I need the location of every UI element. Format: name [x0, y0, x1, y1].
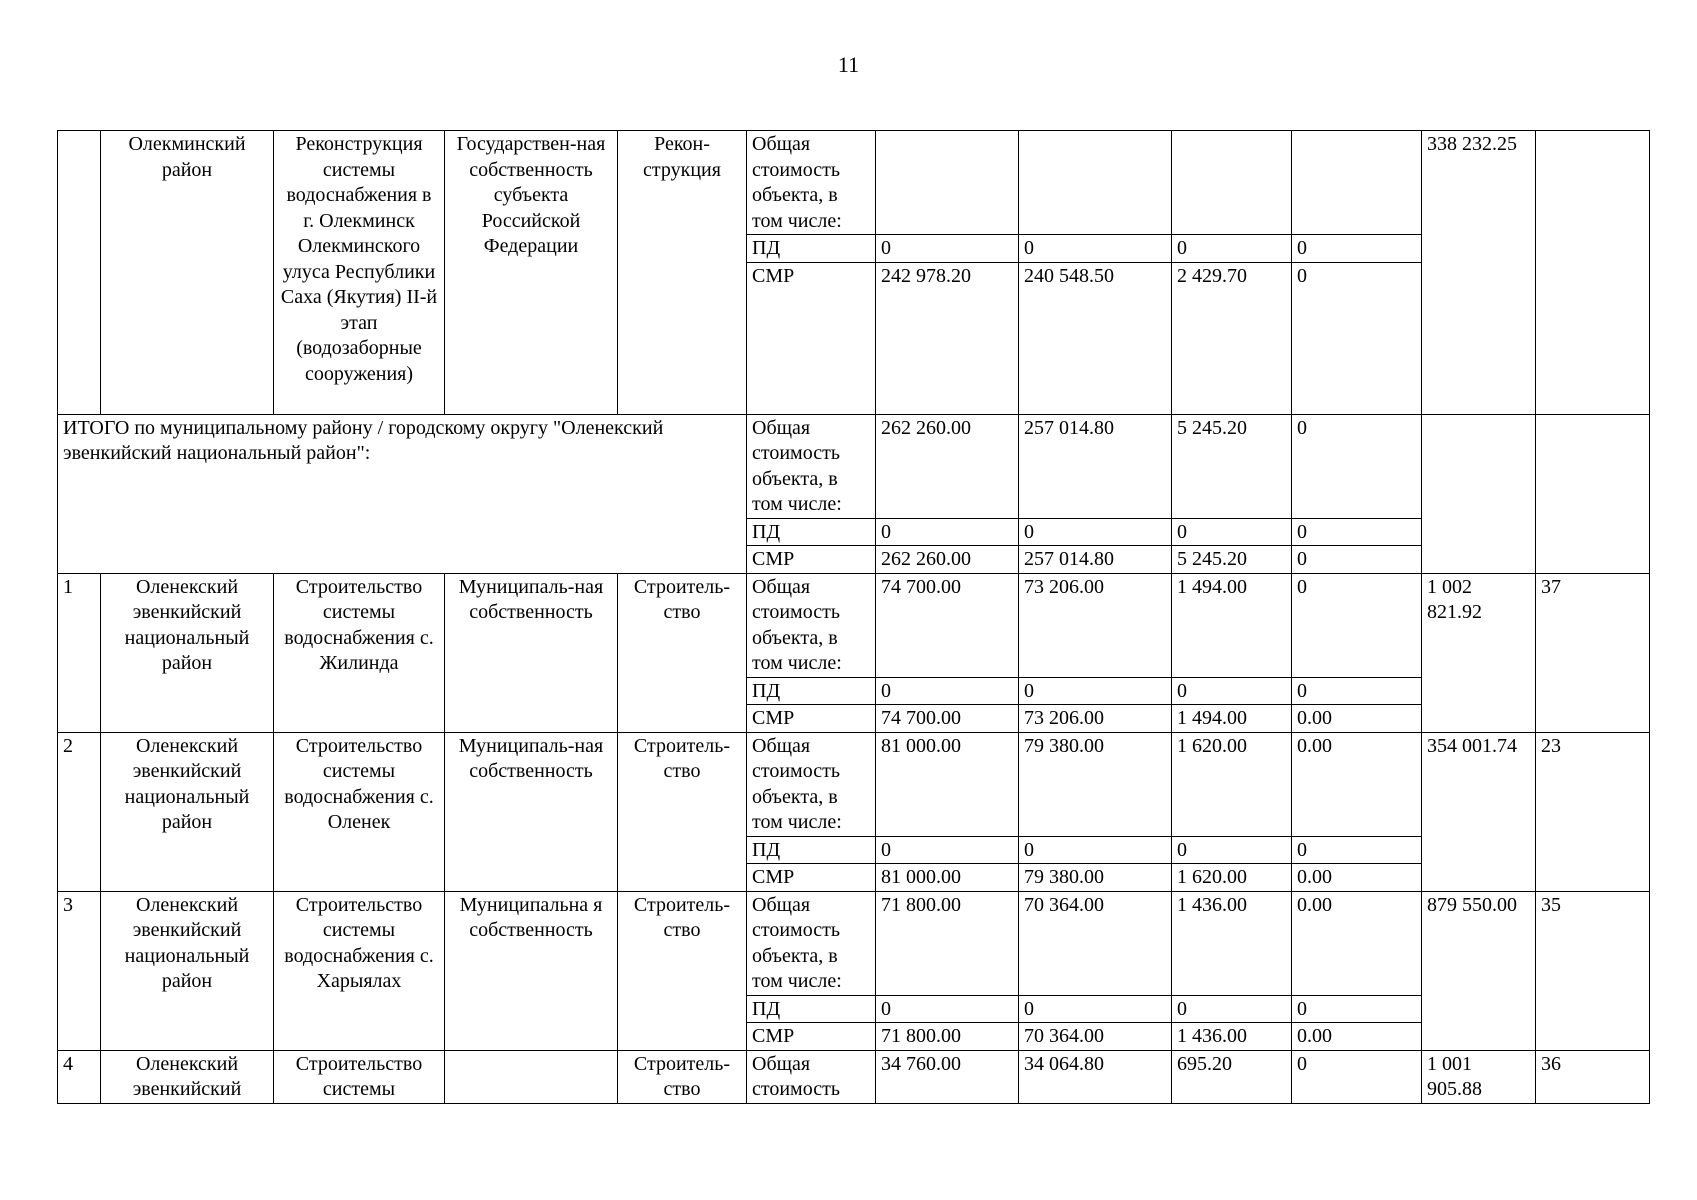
value-cell: 0 [1292, 262, 1422, 414]
work-type-cell: Рекон-струкция [618, 131, 747, 415]
value-cell [1292, 131, 1422, 235]
value-cell: 0 [876, 518, 1019, 546]
table-row [58, 131, 1650, 235]
col12-cell [1422, 414, 1536, 573]
value-cell: 0 [1019, 677, 1172, 705]
pd-label: ПД [747, 836, 876, 864]
value-cell: 1 620.00 [1172, 732, 1292, 836]
value-cell: 0 [1292, 1050, 1422, 1103]
value-cell: 79 380.00 [1019, 732, 1172, 836]
work-type-cell: Строитель-ство [618, 732, 747, 891]
col13-cell: 23 [1536, 732, 1650, 891]
value-cell: 0 [1172, 995, 1292, 1023]
row-number-cell [58, 131, 101, 415]
pd-label: ПД [747, 677, 876, 705]
value-cell [876, 131, 1019, 235]
value-cell: 242 978.20 [876, 262, 1019, 414]
value-cell: 262 260.00 [876, 546, 1019, 574]
value-cell: 0.00 [1292, 732, 1422, 836]
value-cell: 81 000.00 [876, 864, 1019, 892]
pd-label: ПД [747, 518, 876, 546]
col12-cell: 1 002 821.92 [1422, 573, 1536, 732]
value-cell: 0 [1292, 995, 1422, 1023]
value-cell: 2 429.70 [1172, 262, 1292, 414]
table-row [58, 573, 1650, 677]
value-cell: 79 380.00 [1019, 864, 1172, 892]
pd-label: ПД [747, 995, 876, 1023]
value-cell: 257 014.80 [1019, 546, 1172, 574]
work-type-cell: Строитель-ство [618, 1050, 747, 1103]
smr-label: СМР [747, 546, 876, 574]
value-cell: 0 [1019, 235, 1172, 263]
value-cell: 0 [1172, 677, 1292, 705]
col12-cell: 879 550.00 [1422, 891, 1536, 1050]
district-cell: Оленекский эвенкийский национальный район [101, 891, 274, 1050]
value-cell: 0 [1172, 518, 1292, 546]
total-cost-label: Общая стоимость объекта, в том числе: [747, 573, 876, 677]
object-cell: Реконструкция системы водоснабжения в г. Олекминск Олекминского улуса Республики Саха (Якутия) II-й этап (водозаборные сооружения) [274, 131, 445, 415]
smr-label: СМР [747, 864, 876, 892]
value-cell: 71 800.00 [876, 1023, 1019, 1051]
work-type-cell: Строитель-ство [618, 573, 747, 732]
value-cell: 0 [1292, 518, 1422, 546]
value-cell: 0 [1292, 836, 1422, 864]
col13-cell: 37 [1536, 573, 1650, 732]
col13-cell [1536, 131, 1650, 415]
value-cell: 0.00 [1292, 705, 1422, 733]
total-label-cell: ИТОГО по муниципальному району / городскому округу "Оленекский эвенкийский национальный район": [58, 414, 747, 573]
page-number: 11 [837, 52, 860, 77]
value-cell: 0 [1292, 235, 1422, 263]
ownership-cell: Муниципаль-ная собственность [445, 732, 618, 891]
value-cell: 0 [876, 235, 1019, 263]
value-cell: 0 [1019, 518, 1172, 546]
total-cost-label: Общая стоимость объекта, в том числе: [747, 732, 876, 836]
table-row [58, 732, 1650, 836]
district-cell: Оленекский эвенкийский национальный район [101, 573, 274, 732]
value-cell: 0 [1292, 677, 1422, 705]
value-cell: 71 800.00 [876, 891, 1019, 995]
value-cell: 0 [1019, 995, 1172, 1023]
row-number-cell: 2 [58, 732, 101, 891]
value-cell: 0.00 [1292, 891, 1422, 995]
value-cell: 0 [1292, 546, 1422, 574]
value-cell: 0 [876, 836, 1019, 864]
value-cell: 5 245.20 [1172, 414, 1292, 518]
ownership-cell: Муниципальна я собственность [445, 891, 618, 1050]
value-cell: 34 760.00 [876, 1050, 1019, 1103]
total-cost-label: Общая стоимость объекта, в том числе: [747, 891, 876, 995]
value-cell: 262 260.00 [876, 414, 1019, 518]
row-number-cell: 4 [58, 1050, 101, 1103]
value-cell: 81 000.00 [876, 732, 1019, 836]
work-type-cell: Строитель-ство [618, 891, 747, 1050]
table-row [58, 414, 1650, 518]
value-cell: 695.20 [1172, 1050, 1292, 1103]
value-cell: 70 364.00 [1019, 891, 1172, 995]
district-cell: Олекминский район [101, 131, 274, 415]
value-cell [1019, 131, 1172, 235]
ownership-cell: Государствен-ная собственность субъекта Российской Федерации [445, 131, 618, 415]
col12-cell: 354 001.74 [1422, 732, 1536, 891]
value-cell: 0 [1292, 414, 1422, 518]
col13-cell: 36 [1536, 1050, 1650, 1103]
total-cost-label: Общая стоимость [747, 1050, 876, 1103]
value-cell: 0.00 [1292, 864, 1422, 892]
value-cell: 0 [876, 995, 1019, 1023]
value-cell: 5 245.20 [1172, 546, 1292, 574]
value-cell: 0.00 [1292, 1023, 1422, 1051]
value-cell: 0 [1172, 836, 1292, 864]
total-cost-label: Общая стоимость объекта, в том числе: [747, 131, 876, 235]
ownership-cell: Муниципаль-ная собственность [445, 573, 618, 732]
district-cell: Оленекский эвенкийский [101, 1050, 274, 1103]
table-row [58, 891, 1650, 995]
value-cell: 73 206.00 [1019, 705, 1172, 733]
row-number-cell: 3 [58, 891, 101, 1050]
value-cell: 0 [1292, 573, 1422, 677]
row-number-cell: 1 [58, 573, 101, 732]
smr-label: СМР [747, 1023, 876, 1051]
object-cell: Строительство системы водоснабжения с. Оленек [274, 732, 445, 891]
value-cell: 0 [1172, 235, 1292, 263]
value-cell: 73 206.00 [1019, 573, 1172, 677]
value-cell: 1 436.00 [1172, 891, 1292, 995]
value-cell: 240 548.50 [1019, 262, 1172, 414]
value-cell: 1 436.00 [1172, 1023, 1292, 1051]
value-cell: 1 494.00 [1172, 705, 1292, 733]
value-cell: 257 014.80 [1019, 414, 1172, 518]
value-cell [1172, 131, 1292, 235]
pd-label: ПД [747, 235, 876, 263]
col12-cell: 338 232.25 [1422, 131, 1536, 415]
ownership-cell [445, 1050, 618, 1103]
value-cell: 74 700.00 [876, 705, 1019, 733]
col13-cell: 35 [1536, 891, 1650, 1050]
total-cost-label: Общая стоимость объекта, в том числе: [747, 414, 876, 518]
object-cell: Строительство системы водоснабжения с. Харыялах [274, 891, 445, 1050]
object-cell: Строительство системы водоснабжения с. Жилинда [274, 573, 445, 732]
value-cell: 0 [876, 677, 1019, 705]
district-cell: Оленекский эвенкийский национальный район [101, 732, 274, 891]
value-cell: 1 494.00 [1172, 573, 1292, 677]
col13-cell [1536, 414, 1650, 573]
smr-label: СМР [747, 705, 876, 733]
object-cell: Строительство системы [274, 1050, 445, 1103]
col12-cell: 1 001 905.88 [1422, 1050, 1536, 1103]
value-cell: 0 [1019, 836, 1172, 864]
value-cell: 1 620.00 [1172, 864, 1292, 892]
smr-label: СМР [747, 262, 876, 414]
investment-table [57, 130, 1650, 1104]
value-cell: 74 700.00 [876, 573, 1019, 677]
value-cell: 34 064.80 [1019, 1050, 1172, 1103]
value-cell: 70 364.00 [1019, 1023, 1172, 1051]
table-row [58, 1050, 1650, 1103]
